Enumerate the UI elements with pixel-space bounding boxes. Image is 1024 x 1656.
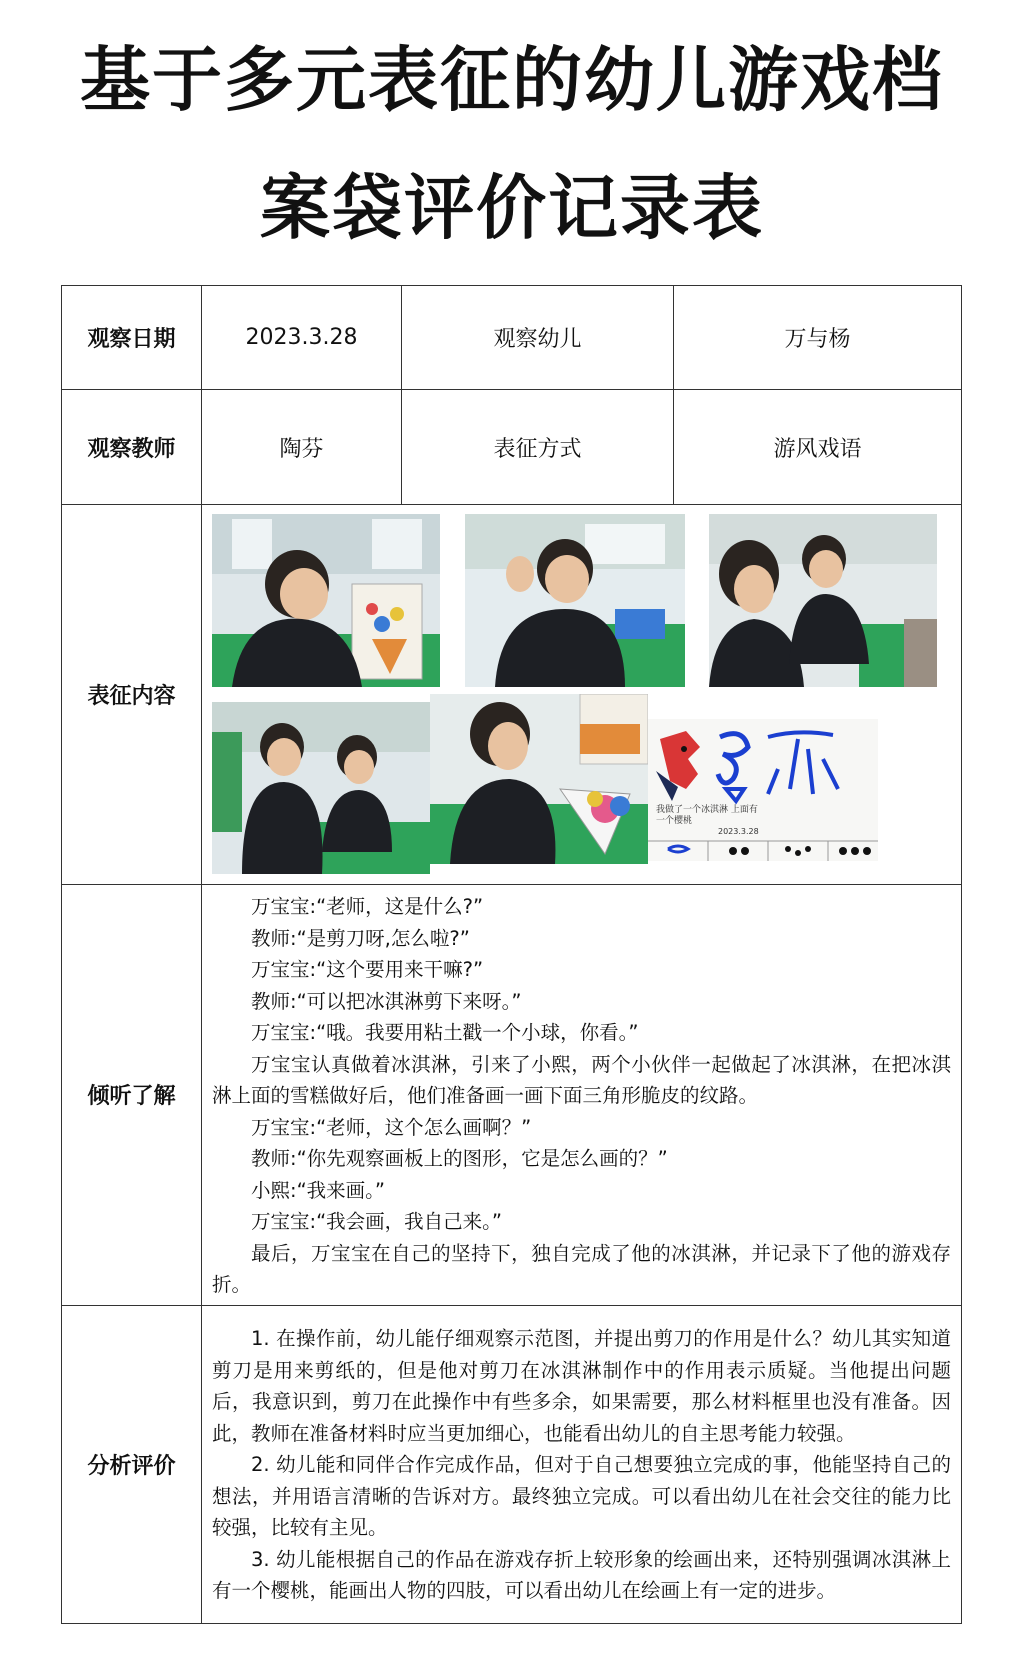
listen-label: 倾听了解	[62, 885, 202, 1306]
teacher-label: 观察教师	[62, 390, 202, 505]
teacher-value: 陶芬	[202, 390, 402, 505]
photo-child-coloring	[430, 694, 648, 864]
dialogue-line: 万宝宝:“老师，这个怎么画啊？”	[251, 1115, 532, 1139]
dialogue-line: 万宝宝:“哦。我要用粘土戳一个小球，你看。”	[251, 1021, 639, 1044]
row-listen	[62, 885, 962, 1306]
method-value: 游风戏语	[674, 390, 962, 505]
dialogue-line: 教师:“你先观察画板上的图形，它是怎么画的？”	[251, 1147, 668, 1170]
analysis-paragraph: 2. 幼儿能和同伴合作完成作品，但对于自己想要独立完成的事，他能坚持自己的想法，并用语言清晰的告诉对方。最终独立完成。可以看出幼儿在社会交往的能力比较强，比较有主见。	[212, 1453, 951, 1540]
date-label: 观察日期	[62, 286, 202, 390]
photo-child-drawing-board	[212, 514, 440, 687]
content-label: 表征内容	[62, 505, 202, 885]
row-teacher-method	[62, 390, 962, 505]
analysis-content	[202, 1305, 962, 1623]
photo-game-passbook-drawing	[648, 719, 878, 861]
drawing-date: 2023.3.28	[718, 826, 759, 836]
row-content	[62, 505, 962, 885]
analysis-paragraph: 3. 幼儿能根据自己的作品在游戏存折上较形象的绘画出来，还特别强调冰淇淋上有一个樱桃，能画出人物的四肢，可以看出幼儿在绘画上有一定的进步。	[212, 1547, 951, 1603]
narrative-paragraph: 万宝宝认真做着冰淇淋，引来了小熙，两个小伙伴一起做起了冰淇淋，在把冰淇淋上面的雪糕做好后，他们准备画一画下面三角形脆皮的纹路。	[212, 1052, 951, 1107]
photo-child-holding-ball	[465, 514, 685, 687]
dialogue-line: 万宝宝:“这个要用来干嘛?”	[251, 958, 484, 981]
method-label: 表征方式	[402, 390, 674, 505]
analysis-label: 分析评价	[62, 1305, 202, 1623]
listen-content	[202, 885, 962, 1306]
child-label: 观察幼儿	[402, 286, 674, 390]
page-title-line1: 基于多元表征的幼儿游戏档	[80, 39, 944, 121]
record-table	[61, 285, 962, 1624]
child-value: 万与杨	[674, 286, 962, 390]
dialogue-line: 万宝宝:“我会画，我自己来。”	[251, 1210, 503, 1233]
page-title-line2: 案袋评价记录表	[260, 167, 764, 249]
date-value: 2023.3.28	[202, 286, 402, 390]
photo-gallery	[202, 506, 961, 884]
dialogue-line: 万宝宝:“老师，这是什么?”	[251, 895, 484, 918]
row-analysis	[62, 1305, 962, 1623]
content-photos-cell	[202, 505, 962, 885]
dialogue-line: 教师:“是剪刀呀,怎么啦?”	[251, 926, 470, 950]
dialogue-line: 教师:“可以把冰淇淋剪下来呀。”	[251, 989, 522, 1013]
dialogue-line: 小熙:“我来画。”	[251, 1178, 386, 1202]
narrative-paragraph: 最后，万宝宝在自己的坚持下，独自完成了他的冰淇淋，并记录下了他的游戏存折。	[212, 1241, 951, 1296]
row-date-child	[62, 286, 962, 390]
drawing-note: 我做了一个冰淇淋 上面有一个樱桃	[656, 804, 758, 826]
photo-two-children-table	[212, 702, 430, 874]
photo-two-children-ball	[709, 514, 937, 687]
analysis-paragraph: 1. 在操作前，幼儿能仔细观察示范图，并提出剪刀的作用是什么？幼儿其实知道剪刀是用来剪纸的，但是他对剪刀在冰淇淋制作中的作用表示质疑。当他提出问题后，我意识到，剪刀在此操作中有些多余，如果需要，那么材料框里也没有准备。因此，教师在准备材料时应当更加细心，也能看出幼儿的自主思考能力较强。	[212, 1327, 951, 1445]
